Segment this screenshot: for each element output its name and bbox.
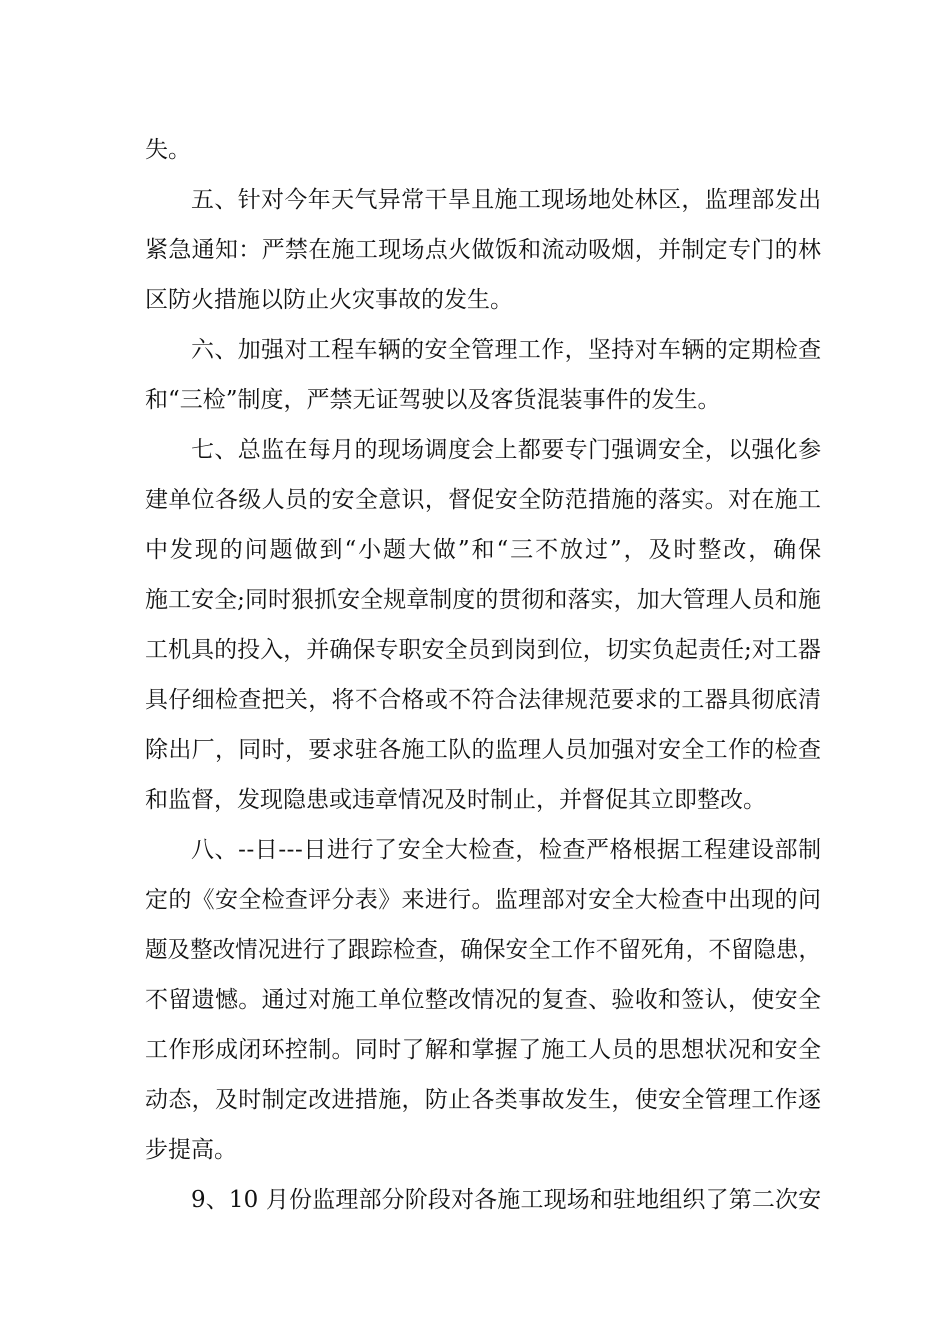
text-line: 具仔细检查把关，将不合格或不符合法律规范要求的工器具彻底清 [145,687,822,713]
text-line: 紧急通知：严禁在施工现场点火做饭和流动吸烟，并制定专门的林 [145,237,822,263]
document-body [145,125,824,1225]
text-line: 步提高。 [145,1137,237,1163]
text-line: 区防火措施以防止火灾事故的发生。 [145,287,513,313]
text-line: 9、10 月份监理部分阶段对各施工现场和驻地组织了第二次安 [191,1187,822,1213]
text-line: 和监督，发现隐患或违章情况及时制止，并督促其立即整改。 [145,787,766,813]
text-line: 建单位各级人员的安全意识，督促安全防范措施的落实。对在施工 [145,487,822,513]
text-line: 工作形成闭环控制。同时了解和掌握了施工人员的思想状况和安全 [145,1037,822,1063]
text-line: 不留遗憾。通过对施工单位整改情况的复查、验收和签认，使安全 [145,987,822,1013]
text-line: 施工安全;同时狠抓安全规章制度的贯彻和落实，加大管理人员和施 [145,587,821,613]
text-line: 动态，及时制定改进措施，防止各类事故发生，使安全管理工作逐 [145,1087,822,1113]
text-line: 五、针对今年天气异常干旱且施工现场地处林区，监理部发出 [191,187,822,213]
text-line: 题及整改情况进行了跟踪检查，确保安全工作不留死角，不留隐患， [145,937,821,963]
text-line: 和“三检”制度，严禁无证驾驶以及客货混装事件的发生。 [145,387,721,413]
text-line: 定的《安全检查评分表》来进行。监理部对安全大检查中出现的问 [145,887,822,913]
text-line: 失。 [145,137,191,163]
text-line: 中发现的问题做到“小题大做”和“三不放过”，及时整改，确保 [145,537,824,563]
text-line: 七、总监在每月的现场调度会上都要专门强调安全，以强化参 [191,437,822,463]
text-line: 工机具的投入，并确保专职安全员到岗到位，切实负起责任;对工器 [145,637,821,663]
text-line: 六、加强对工程车辆的安全管理工作，坚持对车辆的定期检查 [191,337,822,363]
text-line: 八、--日---日进行了安全大检查，检查严格根据工程建设部制 [191,837,822,863]
text-line: 除出厂，同时，要求驻各施工队的监理人员加强对安全工作的检查 [145,737,822,763]
